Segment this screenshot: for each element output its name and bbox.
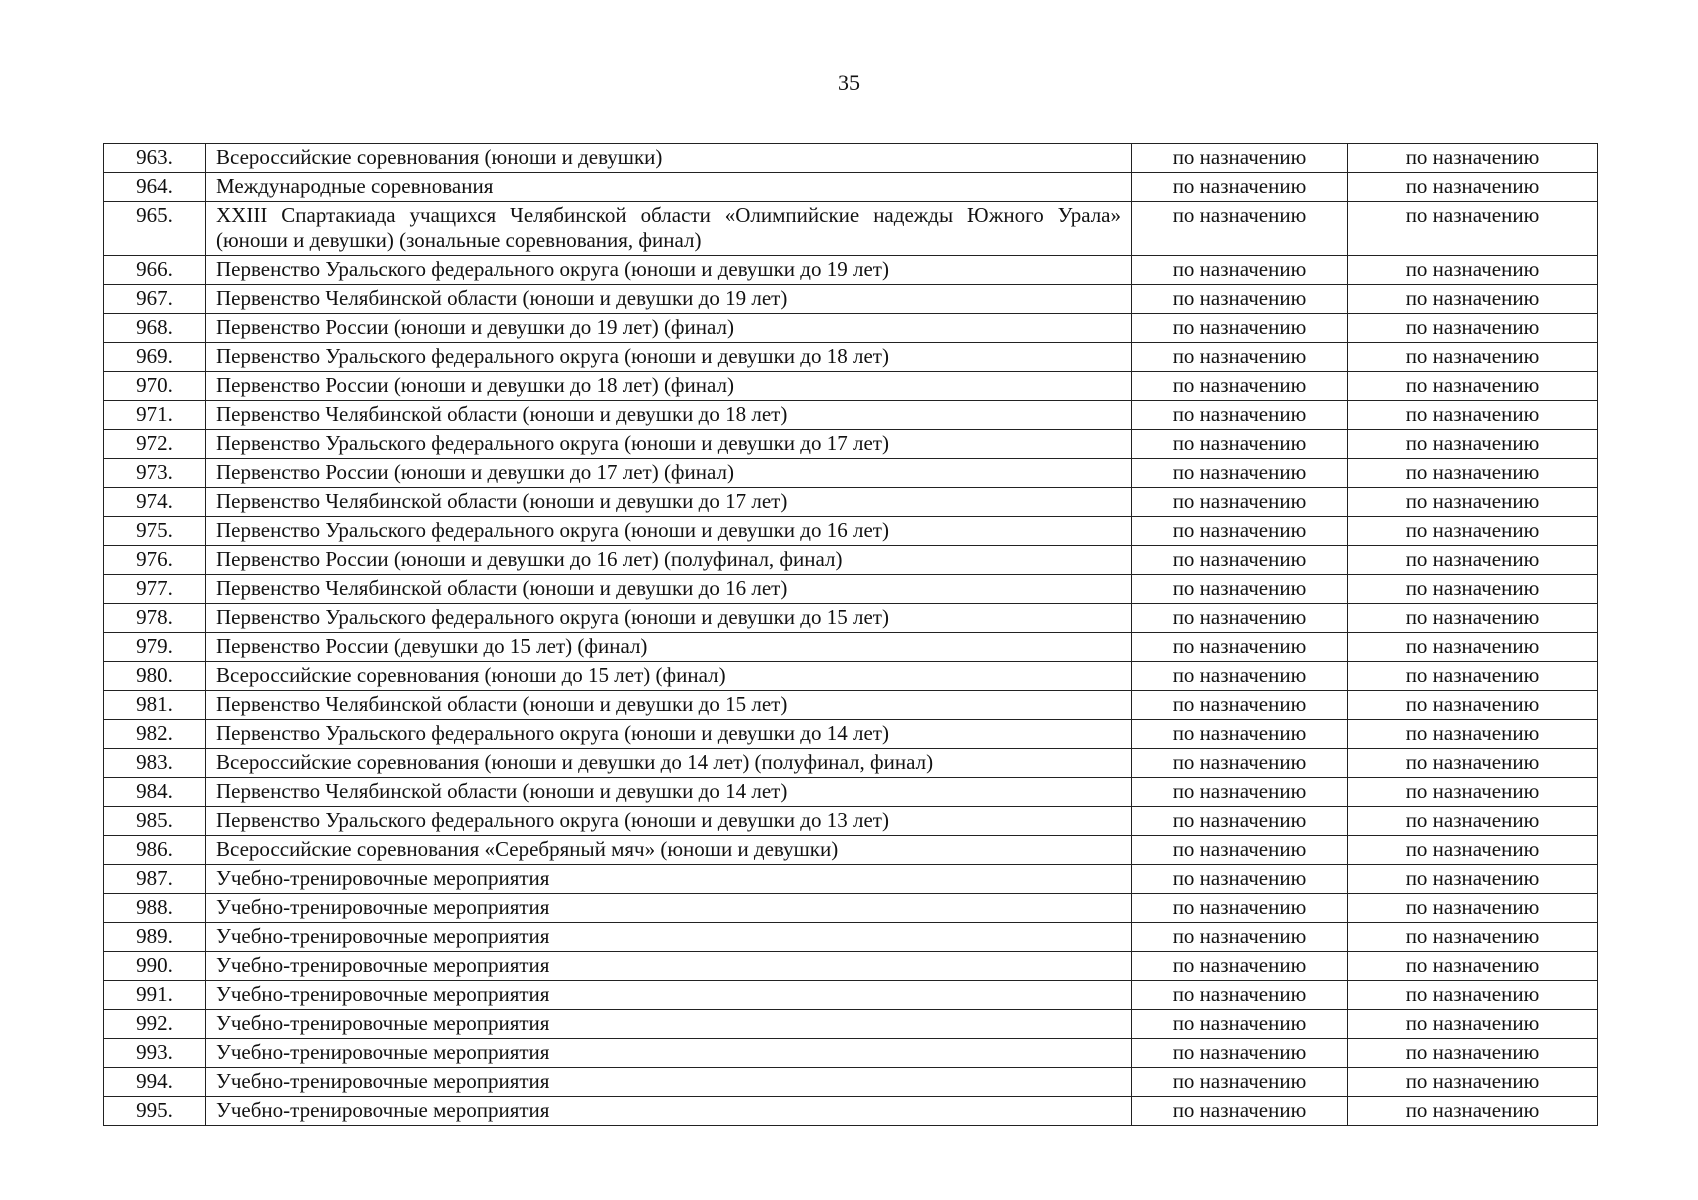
row-number-cell: 983. xyxy=(104,749,206,778)
event-name-cell: Первенство России (юноши и девушки до 17 лет) (финал) xyxy=(206,459,1132,488)
table-row xyxy=(104,343,1598,372)
table-row xyxy=(104,952,1598,981)
event-name-cell: XXIII Спартакиада учащихся Челябинской области «Олимпийские надежды Южного Урала» (юноши и девушки) (зональные соревнования, финал) xyxy=(206,202,1132,256)
table-row xyxy=(104,836,1598,865)
row-number-cell: 970. xyxy=(104,372,206,401)
row-number-cell: 987. xyxy=(104,865,206,894)
event-name-cell: Учебно-тренировочные мероприятия xyxy=(206,1097,1132,1126)
assignment-cell: по назначению xyxy=(1132,256,1348,285)
assignment-cell: по назначению xyxy=(1348,372,1598,401)
assignment-cell: по назначению xyxy=(1348,343,1598,372)
event-name-cell: Учебно-тренировочные мероприятия xyxy=(206,865,1132,894)
table-row xyxy=(104,749,1598,778)
assignment-cell: по назначению xyxy=(1348,807,1598,836)
events-table xyxy=(103,143,1598,1126)
assignment-cell: по назначению xyxy=(1348,981,1598,1010)
row-number-cell: 964. xyxy=(104,173,206,202)
assignment-cell: по назначению xyxy=(1132,1010,1348,1039)
event-name-cell: Учебно-тренировочные мероприятия xyxy=(206,952,1132,981)
assignment-cell: по назначению xyxy=(1132,894,1348,923)
table-row xyxy=(104,1097,1598,1126)
assignment-cell: по назначению xyxy=(1348,202,1598,256)
event-name-cell: Международные соревнования xyxy=(206,173,1132,202)
table-row xyxy=(104,173,1598,202)
assignment-cell: по назначению xyxy=(1348,1039,1598,1068)
row-number-cell: 995. xyxy=(104,1097,206,1126)
event-name-cell: Первенство России (девушки до 15 лет) (финал) xyxy=(206,633,1132,662)
assignment-cell: по назначению xyxy=(1348,1010,1598,1039)
assignment-cell: по назначению xyxy=(1132,1039,1348,1068)
table-row xyxy=(104,256,1598,285)
table-row xyxy=(104,778,1598,807)
row-number-cell: 988. xyxy=(104,894,206,923)
row-number-cell: 972. xyxy=(104,430,206,459)
event-name-cell: Учебно-тренировочные мероприятия xyxy=(206,923,1132,952)
event-name-cell: Первенство Челябинской области (юноши и девушки до 18 лет) xyxy=(206,401,1132,430)
event-name-cell: Первенство Уральского федерального округа (юноши и девушки до 17 лет) xyxy=(206,430,1132,459)
table-row xyxy=(104,981,1598,1010)
row-number-cell: 993. xyxy=(104,1039,206,1068)
assignment-cell: по назначению xyxy=(1348,720,1598,749)
row-number-cell: 971. xyxy=(104,401,206,430)
table-row xyxy=(104,865,1598,894)
table-row xyxy=(104,430,1598,459)
row-number-cell: 977. xyxy=(104,575,206,604)
assignment-cell: по назначению xyxy=(1132,1097,1348,1126)
assignment-cell: по назначению xyxy=(1348,1097,1598,1126)
assignment-cell: по назначению xyxy=(1132,173,1348,202)
table-row xyxy=(104,459,1598,488)
assignment-cell: по назначению xyxy=(1132,144,1348,173)
table-row xyxy=(104,144,1598,173)
assignment-cell: по назначению xyxy=(1132,952,1348,981)
assignment-cell: по назначению xyxy=(1132,720,1348,749)
assignment-cell: по назначению xyxy=(1132,778,1348,807)
row-number-cell: 968. xyxy=(104,314,206,343)
table-row xyxy=(104,662,1598,691)
event-name-cell: Учебно-тренировочные мероприятия xyxy=(206,1068,1132,1097)
assignment-cell: по назначению xyxy=(1132,1068,1348,1097)
table-row xyxy=(104,720,1598,749)
assignment-cell: по назначению xyxy=(1132,343,1348,372)
assignment-cell: по назначению xyxy=(1348,894,1598,923)
table-row xyxy=(104,314,1598,343)
assignment-cell: по назначению xyxy=(1348,256,1598,285)
row-number-cell: 969. xyxy=(104,343,206,372)
event-name-cell: Первенство Уральского федерального округа (юноши и девушки до 16 лет) xyxy=(206,517,1132,546)
row-number-cell: 981. xyxy=(104,691,206,720)
assignment-cell: по назначению xyxy=(1132,459,1348,488)
row-number-cell: 980. xyxy=(104,662,206,691)
assignment-cell: по назначению xyxy=(1132,517,1348,546)
assignment-cell: по назначению xyxy=(1132,981,1348,1010)
assignment-cell: по назначению xyxy=(1348,749,1598,778)
assignment-cell: по назначению xyxy=(1348,488,1598,517)
event-name-cell: Учебно-тренировочные мероприятия xyxy=(206,1039,1132,1068)
event-name-cell: Учебно-тренировочные мероприятия xyxy=(206,894,1132,923)
assignment-cell: по назначению xyxy=(1348,923,1598,952)
assignment-cell: по назначению xyxy=(1132,923,1348,952)
assignment-cell: по назначению xyxy=(1348,633,1598,662)
table-row xyxy=(104,1010,1598,1039)
assignment-cell: по назначению xyxy=(1348,546,1598,575)
row-number-cell: 985. xyxy=(104,807,206,836)
row-number-cell: 974. xyxy=(104,488,206,517)
row-number-cell: 984. xyxy=(104,778,206,807)
row-number-cell: 965. xyxy=(104,202,206,256)
table-row xyxy=(104,202,1598,256)
event-name-cell: Первенство России (юноши и девушки до 16 лет) (полуфинал, финал) xyxy=(206,546,1132,575)
event-name-cell: Первенство Уральского федерального округа (юноши и девушки до 15 лет) xyxy=(206,604,1132,633)
assignment-cell: по назначению xyxy=(1132,202,1348,256)
table-row xyxy=(104,488,1598,517)
assignment-cell: по назначению xyxy=(1132,865,1348,894)
assignment-cell: по назначению xyxy=(1348,285,1598,314)
row-number-cell: 975. xyxy=(104,517,206,546)
row-number-cell: 978. xyxy=(104,604,206,633)
assignment-cell: по назначению xyxy=(1348,459,1598,488)
row-number-cell: 979. xyxy=(104,633,206,662)
assignment-cell: по назначению xyxy=(1132,604,1348,633)
assignment-cell: по назначению xyxy=(1348,662,1598,691)
assignment-cell: по назначению xyxy=(1132,372,1348,401)
assignment-cell: по назначению xyxy=(1348,401,1598,430)
assignment-cell: по назначению xyxy=(1132,488,1348,517)
event-name-cell: Первенство Челябинской области (юноши и девушки до 14 лет) xyxy=(206,778,1132,807)
assignment-cell: по назначению xyxy=(1132,749,1348,778)
table-row xyxy=(104,285,1598,314)
event-name-cell: Всероссийские соревнования «Серебряный мяч» (юноши и девушки) xyxy=(206,836,1132,865)
assignment-cell: по назначению xyxy=(1132,633,1348,662)
event-name-cell: Первенство Челябинской области (юноши и девушки до 16 лет) xyxy=(206,575,1132,604)
assignment-cell: по назначению xyxy=(1348,952,1598,981)
row-number-cell: 967. xyxy=(104,285,206,314)
event-name-cell: Первенство Уральского федерального округа (юноши и девушки до 19 лет) xyxy=(206,256,1132,285)
table-row xyxy=(104,575,1598,604)
event-name-cell: Всероссийские соревнования (юноши до 15 лет) (финал) xyxy=(206,662,1132,691)
assignment-cell: по назначению xyxy=(1348,604,1598,633)
event-name-cell: Учебно-тренировочные мероприятия xyxy=(206,981,1132,1010)
table-row xyxy=(104,807,1598,836)
event-name-cell: Учебно-тренировочные мероприятия xyxy=(206,1010,1132,1039)
row-number-cell: 990. xyxy=(104,952,206,981)
row-number-cell: 989. xyxy=(104,923,206,952)
event-name-cell: Первенство Челябинской области (юноши и девушки до 15 лет) xyxy=(206,691,1132,720)
row-number-cell: 991. xyxy=(104,981,206,1010)
row-number-cell: 963. xyxy=(104,144,206,173)
row-number-cell: 966. xyxy=(104,256,206,285)
assignment-cell: по назначению xyxy=(1348,778,1598,807)
table-row xyxy=(104,633,1598,662)
table-row xyxy=(104,923,1598,952)
assignment-cell: по назначению xyxy=(1132,430,1348,459)
assignment-cell: по назначению xyxy=(1132,314,1348,343)
assignment-cell: по назначению xyxy=(1132,285,1348,314)
event-name-cell: Первенство Челябинской области (юноши и девушки до 19 лет) xyxy=(206,285,1132,314)
event-name-cell: Первенство Уральского федерального округа (юноши и девушки до 18 лет) xyxy=(206,343,1132,372)
assignment-cell: по назначению xyxy=(1348,575,1598,604)
table-row xyxy=(104,604,1598,633)
table-row xyxy=(104,691,1598,720)
assignment-cell: по назначению xyxy=(1348,865,1598,894)
row-number-cell: 982. xyxy=(104,720,206,749)
event-name-cell: Первенство России (юноши и девушки до 19 лет) (финал) xyxy=(206,314,1132,343)
row-number-cell: 976. xyxy=(104,546,206,575)
assignment-cell: по назначению xyxy=(1132,662,1348,691)
table-row xyxy=(104,372,1598,401)
table-row xyxy=(104,517,1598,546)
assignment-cell: по назначению xyxy=(1132,575,1348,604)
assignment-cell: по назначению xyxy=(1348,517,1598,546)
event-name-cell: Первенство Уральского федерального округа (юноши и девушки до 13 лет) xyxy=(206,807,1132,836)
table-row xyxy=(104,546,1598,575)
row-number-cell: 992. xyxy=(104,1010,206,1039)
assignment-cell: по назначению xyxy=(1132,691,1348,720)
event-name-cell: Первенство России (юноши и девушки до 18 лет) (финал) xyxy=(206,372,1132,401)
assignment-cell: по назначению xyxy=(1132,546,1348,575)
row-number-cell: 994. xyxy=(104,1068,206,1097)
row-number-cell: 973. xyxy=(104,459,206,488)
table-row xyxy=(104,401,1598,430)
table-row xyxy=(104,1039,1598,1068)
assignment-cell: по назначению xyxy=(1132,836,1348,865)
event-name-cell: Всероссийские соревнования (юноши и девушки) xyxy=(206,144,1132,173)
event-name-cell: Первенство Уральского федерального округа (юноши и девушки до 14 лет) xyxy=(206,720,1132,749)
assignment-cell: по назначению xyxy=(1348,314,1598,343)
assignment-cell: по назначению xyxy=(1132,401,1348,430)
assignment-cell: по назначению xyxy=(1348,836,1598,865)
table-row xyxy=(104,1068,1598,1097)
events-table-body xyxy=(104,144,1598,1126)
assignment-cell: по назначению xyxy=(1348,691,1598,720)
assignment-cell: по назначению xyxy=(1348,144,1598,173)
assignment-cell: по назначению xyxy=(1132,807,1348,836)
assignment-cell: по назначению xyxy=(1348,1068,1598,1097)
table-row xyxy=(104,894,1598,923)
event-name-cell: Первенство Челябинской области (юноши и девушки до 17 лет) xyxy=(206,488,1132,517)
assignment-cell: по назначению xyxy=(1348,173,1598,202)
event-name-cell: Всероссийские соревнования (юноши и девушки до 14 лет) (полуфинал, финал) xyxy=(206,749,1132,778)
row-number-cell: 986. xyxy=(104,836,206,865)
page-number: 35 xyxy=(838,70,860,95)
assignment-cell: по назначению xyxy=(1348,430,1598,459)
